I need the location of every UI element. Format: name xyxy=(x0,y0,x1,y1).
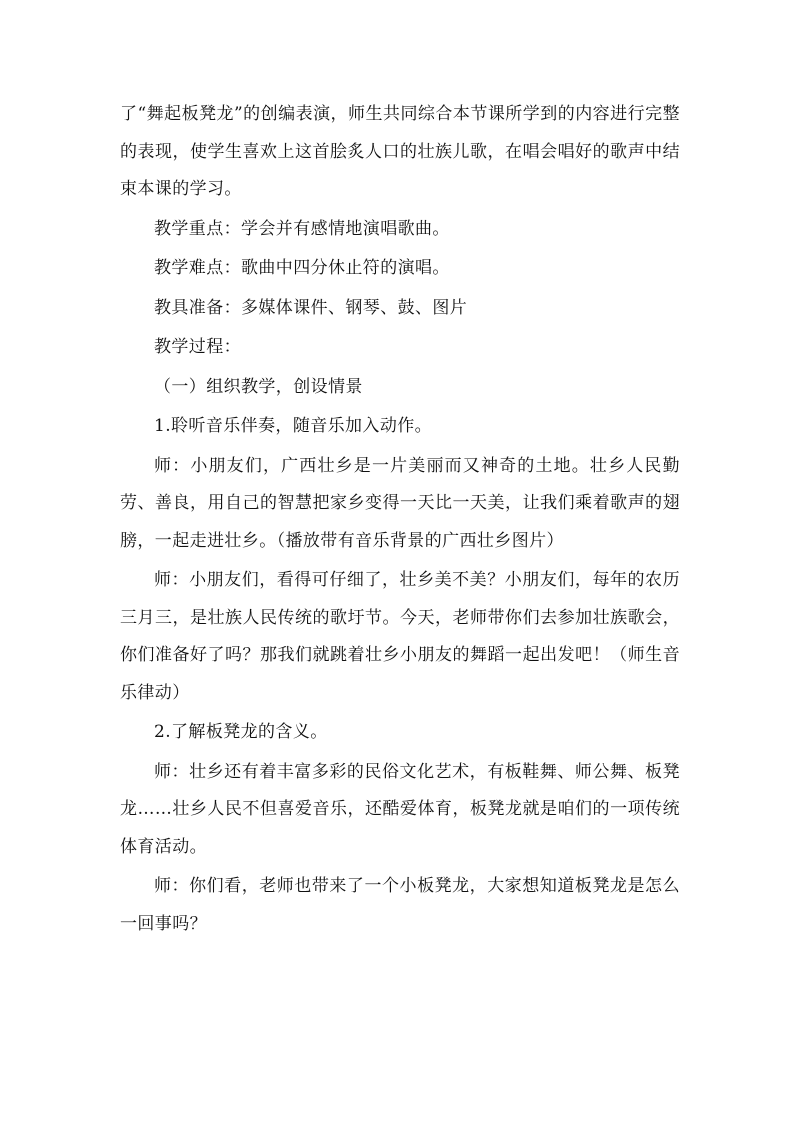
teaching-difficulty: 教学难点：歌曲中四分休止符的演唱。 xyxy=(154,258,450,278)
teaching-tools: 教具准备：多媒体课件、钢琴、鼓、图片 xyxy=(154,297,468,318)
teacher-dialogue-4: 师：你们看，老师也带来了一个小板凳龙，大家想知道板凳龙是怎么一回事吗？ xyxy=(120,876,680,934)
teaching-process-heading: 教学过程： xyxy=(154,337,241,357)
section-heading-1: （一）组织教学，创设情景 xyxy=(154,376,363,397)
step-2: 2.了解板凳龙的含义。 xyxy=(154,722,328,742)
paragraph-continuation: 了“舞起板凳龙”的创编表演，师生共同综合本节课所学到的内容进行完整的表现，使学生喜欢上这首脍炙人口的壮族儿歌，在唱会唱好的歌声中结束本课的学习。 xyxy=(120,104,680,199)
teacher-dialogue-1: 师：小朋友们，广西壮乡是一片美丽而又神奇的土地。壮乡人民勤劳、善良，用自己的智慧把家乡变得一天比一天美，让我们乘着歌声的翅膀，一起走进壮乡。（播放带有音乐背景的广西壮乡图片） xyxy=(120,455,680,551)
teacher-dialogue-2: 师：小朋友们，看得可仔细了，壮乡美不美？小朋友们，每年的农历三月三，是壮族人民传统的歌圩节。今天，老师带你们去参加壮族歌会，你们准备好了吗？那我们就跳着壮乡小朋友的舞蹈一起出发吧！（师生音乐律动） xyxy=(120,570,680,703)
teaching-focus: 教学重点：学会并有感情地演唱歌曲。 xyxy=(154,218,450,239)
teacher-dialogue-3: 师：壮乡还有着丰富多彩的民俗文化艺术，有板鞋舞、师公舞、板凳龙……壮乡人民不但喜爱音乐，还酷爱体育，板凳龙就是咱们的一项传统体育活动。 xyxy=(120,761,680,857)
step-1: 1.聆听音乐伴奏，随音乐加入动作。 xyxy=(154,416,433,436)
document-body xyxy=(120,96,680,943)
